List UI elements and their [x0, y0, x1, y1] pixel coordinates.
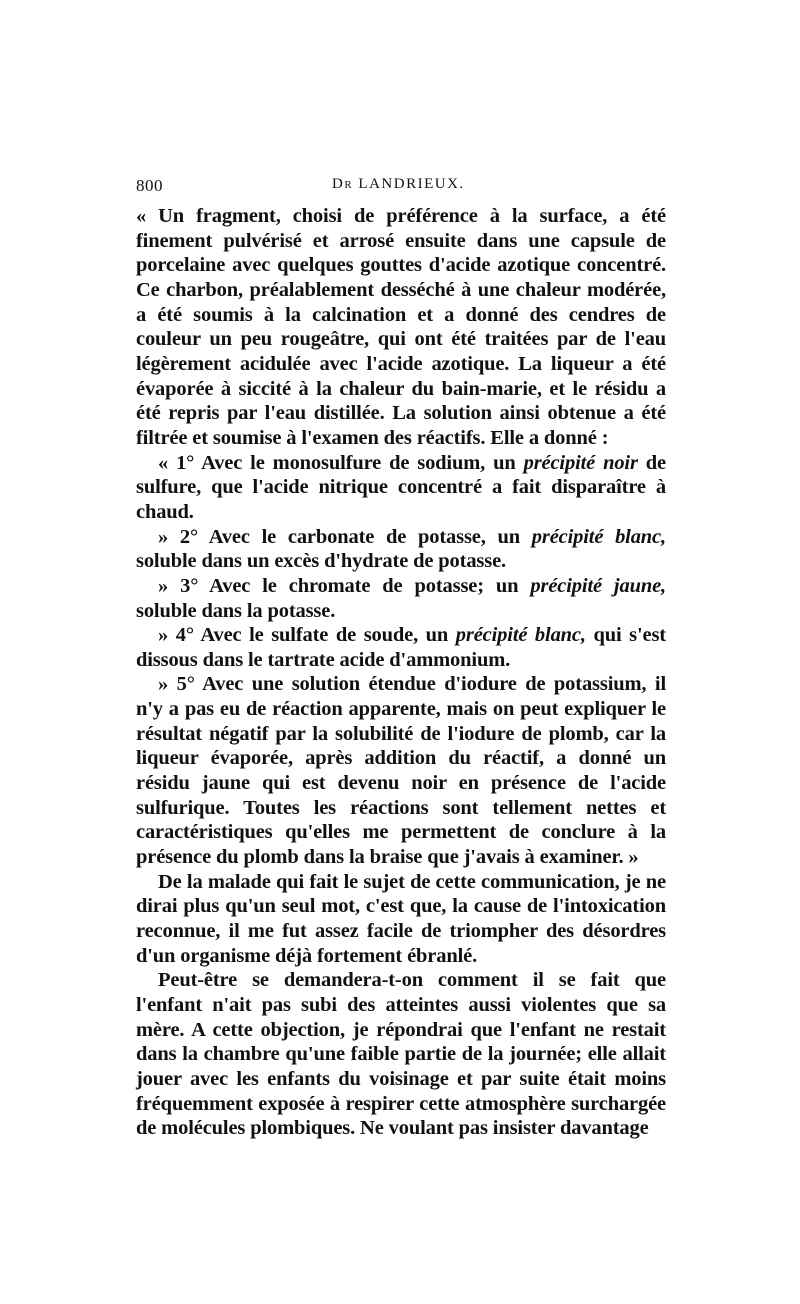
body-text — [136, 204, 666, 1141]
running-title: Dr LANDRIEUX. — [332, 176, 465, 192]
running-head — [136, 176, 666, 200]
reagent-3-text-after: soluble dans la potasse. — [136, 599, 336, 622]
paragraph-reagent-1 — [136, 451, 666, 525]
paragraph-reagent-4 — [136, 623, 666, 672]
reagent-1-result: précipité noir — [523, 451, 638, 474]
reagent-1-text-before: « 1° Avec le monosulfure de sodium, un — [158, 451, 524, 474]
page-number: 800 — [136, 176, 163, 195]
reagent-2-text-before: » 2° Avec le carbonate de potasse, un — [158, 525, 532, 548]
reagent-2-result: précipité blanc, — [531, 525, 666, 548]
paragraph-reagent-2 — [136, 525, 666, 574]
paragraph-reagent-5: » 5° Avec une solution étendue d'iodure de potassium, il n'y a pas eu de réaction apparente, mais on peut expliquer le résultat négatif par la solubilité de l'iodure de plomb, car la liqueur évaporée, après addition du réactif, a donné un résidu jaune qui est devenu noir en présence de l'acide sulfurique. Toutes les réactions sont tellement nettes et caractéristiques qu'elles me permettent de conclure à la présence du plomb dans la braise que j'avais à examiner. » — [136, 673, 666, 869]
paragraph-reagent-3 — [136, 574, 666, 623]
reagent-4-text-after: qui s'est dissous dans le tartrate acide d'ammonium. — [136, 624, 666, 671]
paragraph-patient: De la malade qui fait le sujet de cette communication, je ne dirai plus qu'un seul mot, c'est que, la cause de l'intoxication reconnue, il me fut assez facile de triompher des désordres d'un organisme déjà fortement ébranlé. — [136, 870, 666, 967]
reagent-4-text-before: » 4° Avec le sulfate de soude, un — [158, 624, 456, 647]
reagent-4-result: précipité blanc, — [455, 624, 586, 647]
reagent-2-text-after: soluble dans un excès d'hydrate de potasse. — [136, 550, 507, 573]
reagent-3-result: précipité jaune, — [530, 574, 667, 597]
reagent-1-text-after: de sulfure, que l'acide nitrique concentré a fait disparaître à chaud. — [136, 451, 666, 523]
reagent-3-text-before: » 3° Avec le chromate de potasse; un — [158, 574, 531, 597]
paragraph-child: Peut-être se demandera-t-on comment il se fait que l'enfant n'ait pas subi des atteintes aussi violentes que sa mère. A cette objection, je répondrai que l'enfant ne restait dans la chambre qu'une faible partie de la journée; elle allait jouer avec les enfants du voisinage et par suite était moins fréquemment exposée à respirer cette atmosphère surchargée de molécules plombiques. Ne voulant pas insister davantage — [136, 969, 666, 1140]
paragraph-analysis: « Un fragment, choisi de préférence à la surface, a été finement pulvérisé et arrosé ensuite dans une capsule de porcelaine avec quelques gouttes d'acide azotique concentré. Ce charbon, préalablement desséché à une chaleur modérée, a été soumis à la calcination et a donné des cendres de couleur un peu rougeâtre, qui ont été traitées par de l'eau légèrement acidulée avec l'acide azotique. La liqueur a été évaporée à siccité à la chaleur du bain-marie, et le résidu a été repris par l'eau distillée. La solution ainsi obtenue a été filtrée et soumise à l'examen des réactifs. Elle a donné : — [136, 205, 666, 449]
book-page — [136, 176, 666, 1141]
